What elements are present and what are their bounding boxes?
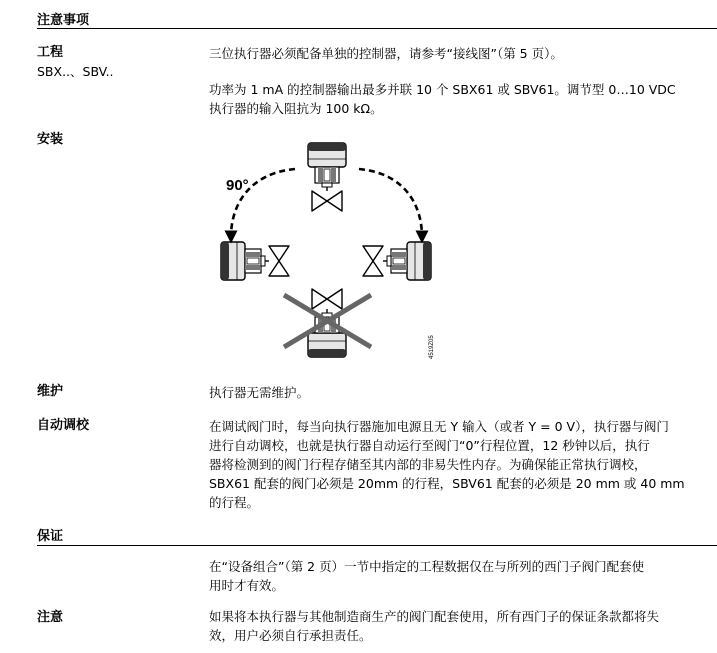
engineering-para-2 <box>209 80 709 118</box>
section-title-warranty: 保证 <box>37 529 64 544</box>
note-text-line-2: 效，用户必须自行承担责任。 <box>209 628 372 643</box>
figure-code: 4519Z05 <box>429 335 435 359</box>
installation-label: 安装 <box>37 132 64 147</box>
engineering-para-2-line-1: 功率为 1 mA 的控制器输出最多并联 10 个 SBX61 或 SBV61。调节型 0…10 VDC <box>209 82 676 97</box>
auto-calibration-text <box>209 417 709 512</box>
arrow-right-curve <box>359 169 422 237</box>
auto-calibration-line: 在调试阀门时，每当向执行器施加电源且无 Y 输入（或者 Y = 0 V），执行器与阀门 <box>209 419 669 434</box>
actuator-left <box>221 242 289 280</box>
note-label: 注意 <box>37 610 64 625</box>
auto-calibration-line: 进行自动调校，也就是执行器自动运行至阀门“0”行程位置，12 秒钟以后，执行 <box>209 438 650 453</box>
section-rule <box>37 28 717 29</box>
section-rule <box>37 545 717 546</box>
warranty-text-line-2: 用时才有效。 <box>209 578 285 593</box>
auto-calibration-line: 的行程。 <box>209 495 260 510</box>
auto-calibration-line: SBX61 配套的阀门必须是 20mm 的行程，SBV61 配套的必须是 20 mm 或 40 mm <box>209 476 685 491</box>
auto-calibration-label: 自动调校 <box>37 418 90 433</box>
actuator-top <box>308 143 346 211</box>
engineering-para-2-line-2: 执行器的输入阻抗为 100 kΩ。 <box>209 101 383 116</box>
warranty-text-line-1: 在“设备组合”（第 2 页）一节中指定的工程数据仅在与所列的西门子阀门配套使 <box>209 559 645 574</box>
engineering-sublabel: SBX..、SBV.. <box>37 64 114 79</box>
angle-label: 90° <box>226 177 249 194</box>
note-text-line-1: 如果将本执行器与其他制造商生产的阀门配套使用，所有西门子的保证条款都将失 <box>209 609 660 624</box>
engineering-label: 工程 <box>37 45 64 60</box>
auto-calibration-line: 器将检测到的阀门行程存储至其内部的非易失性内存。为确保能正常执行调校， <box>209 457 647 472</box>
maintenance-text: 执行器无需维护。 <box>209 385 310 400</box>
note-text <box>209 607 709 645</box>
engineering-para-1: 三位执行器必须配备单独的控制器，请参考“接线图”（第 5 页）。 <box>209 46 563 61</box>
warranty-text <box>209 557 709 595</box>
actuator-right <box>363 242 431 280</box>
section-title-notes: 注意事项 <box>37 13 90 28</box>
maintenance-label: 维护 <box>37 384 64 399</box>
installation-diagram <box>209 133 439 373</box>
